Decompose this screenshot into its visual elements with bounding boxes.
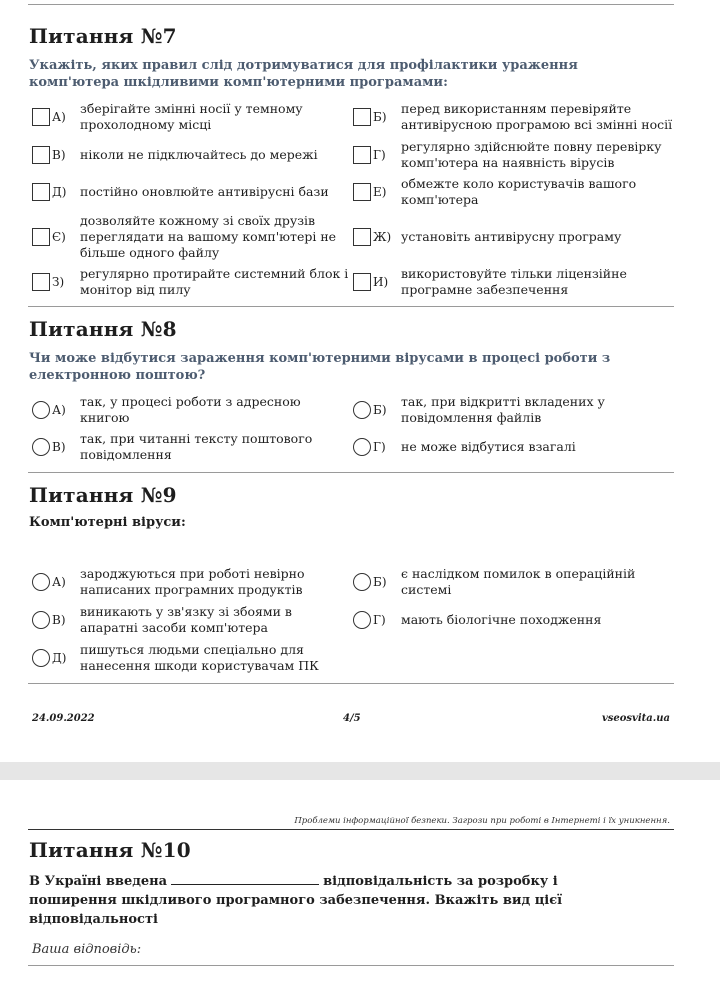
header-rule xyxy=(28,829,674,830)
radio-button[interactable] xyxy=(32,573,50,591)
q7-option-b[interactable]: Б) перед використанням перевіряйте антивірусною програмою всі змінні носії xyxy=(353,100,683,134)
radio-button[interactable] xyxy=(353,438,371,456)
fill-in-blank xyxy=(171,873,319,885)
q7-option-y[interactable]: И) використовуйте тільки ліцензійне програмне забезпечення xyxy=(353,265,683,299)
q8-option-a[interactable]: А) так, у процесі роботи з адресною книгою xyxy=(32,393,352,427)
checkbox[interactable] xyxy=(353,108,371,126)
answer-label: Ваша відповідь: xyxy=(32,942,142,957)
q8-option-b[interactable]: Б) так, при відкритті вкладених у повідомлення файлів xyxy=(353,393,683,427)
q8-option-v[interactable]: В) так, при читанні тексту поштового повідомлення xyxy=(32,430,352,464)
q7-option-ye[interactable]: Є) дозволяйте кожному зі своїх друзів переглядати на вашому комп'ютері не більше одного файлу xyxy=(32,212,352,262)
q7-option-zh[interactable]: Ж) установіть антивірусну програму xyxy=(353,220,683,254)
q7-text: Укажіть, яких правил слід дотримуватися для профілактики ураження комп'ютера шкідливими комп'ютерними програмами: xyxy=(29,58,578,90)
q9-option-g[interactable]: Г) мають біологічне походження xyxy=(353,603,683,637)
q7-option-a[interactable]: А) зберігайте змінні носії у темному прохолодному місці xyxy=(32,100,352,134)
q10-title: Питання №10 xyxy=(29,838,191,862)
q9-option-a[interactable]: А) зароджуються при роботі невірно написаних програмних продуктів xyxy=(32,565,352,599)
q9-option-d[interactable]: Д) пишуться людьми спеціально для нанесення шкоди користувачам ПК xyxy=(32,641,352,675)
q7-option-v[interactable]: В) ніколи не підключайтесь до мережі xyxy=(32,138,352,172)
divider xyxy=(28,683,674,684)
q8-title: Питання №8 xyxy=(29,317,177,341)
q10-text: В Україні введена відповідальність за розробку і поширення шкідливого програмного забезпечення. Вкажіть вид цієї відповідальності xyxy=(29,874,563,927)
top-rule xyxy=(28,4,674,5)
running-header: Проблеми інформаційної безпеки. Загрози при роботі в Інтернеті і їх уникнення. xyxy=(294,816,670,826)
footer-date: 24.09.2022 xyxy=(32,713,95,724)
q8-text: Чи може відбутися зараження комп'ютерними вірусами в процесі роботи з електронною поштою? xyxy=(29,351,611,383)
checkbox[interactable] xyxy=(32,183,50,201)
page-2 xyxy=(0,780,720,1003)
q8-option-g[interactable]: Г) не може відбутися взагалі xyxy=(353,430,683,464)
checkbox[interactable] xyxy=(32,273,50,291)
checkbox[interactable] xyxy=(353,273,371,291)
footer-page-number: 4/5 xyxy=(343,713,361,724)
q7-option-e[interactable]: Е) обмежте коло користувачів вашого комп'ютера xyxy=(353,175,683,209)
q7-option-d[interactable]: Д) постійно оновлюйте антивірусні бази xyxy=(32,175,352,209)
radio-button[interactable] xyxy=(32,611,50,629)
q9-option-b[interactable]: Б) є наслідком помилок в операційній системі xyxy=(353,565,683,599)
q9-text: Комп'ютерні віруси: xyxy=(29,515,186,530)
checkbox[interactable] xyxy=(353,228,371,246)
checkbox[interactable] xyxy=(353,146,371,164)
q7-title: Питання №7 xyxy=(29,24,177,48)
q7-option-g[interactable]: Г) регулярно здійснюйте повну перевірку комп'ютера на наявність вірусів xyxy=(353,138,683,172)
radio-button[interactable] xyxy=(32,438,50,456)
answer-input-line[interactable] xyxy=(28,965,674,966)
page-gap xyxy=(0,762,720,780)
radio-button[interactable] xyxy=(353,573,371,591)
radio-button[interactable] xyxy=(353,611,371,629)
radio-button[interactable] xyxy=(32,401,50,419)
checkbox[interactable] xyxy=(353,183,371,201)
checkbox[interactable] xyxy=(32,146,50,164)
q9-title: Питання №9 xyxy=(29,483,177,507)
radio-button[interactable] xyxy=(32,649,50,667)
divider xyxy=(28,306,674,307)
radio-button[interactable] xyxy=(353,401,371,419)
checkbox[interactable] xyxy=(32,108,50,126)
q7-option-z[interactable]: З) регулярно протирайте системний блок і монітор від пилу xyxy=(32,265,352,299)
footer-site: vseosvita.ua xyxy=(601,713,670,724)
checkbox[interactable] xyxy=(32,228,50,246)
q9-option-v[interactable]: В) виникають у зв'язку зі збоями в апаратні засоби комп'ютера xyxy=(32,603,352,637)
divider xyxy=(28,472,674,473)
